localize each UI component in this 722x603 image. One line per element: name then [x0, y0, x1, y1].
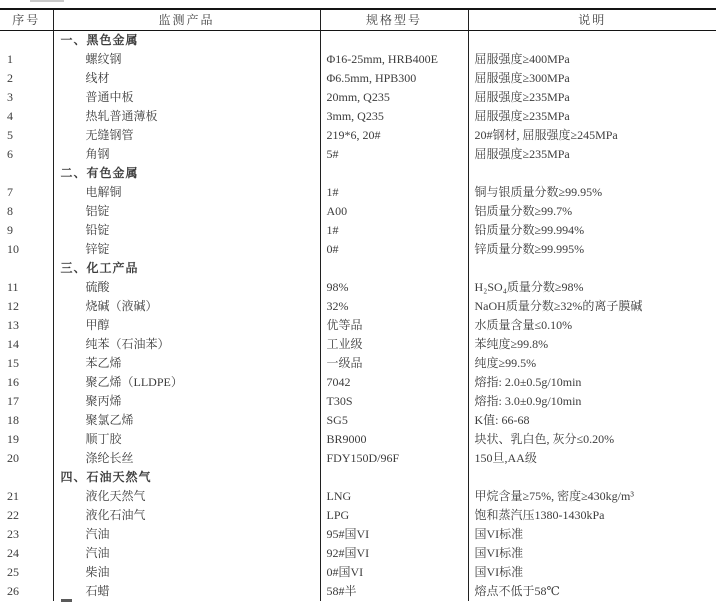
spec-cell: [320, 259, 468, 278]
row-number: 14: [7, 337, 19, 351]
section-label: 二、有色金属: [53, 164, 320, 183]
product-cell: 纯苯（石油苯）: [53, 335, 320, 354]
desc-cell: 水质量含量≤0.10%: [468, 316, 716, 335]
spec-cell: Φ16-25mm, HRB400E: [320, 50, 468, 69]
desc-cell: 甲烷含量≥75%, 密度≥430kg/m³: [468, 487, 716, 506]
product-cell: 线材: [53, 69, 320, 88]
product-cell: 液化天然气: [53, 487, 320, 506]
spec-cell: 92#国VI: [320, 544, 468, 563]
row-number: 4: [7, 109, 13, 123]
product-cell: 螺纹钢: [53, 50, 320, 69]
header-row: [0, 9, 716, 31]
desc-cell: 熔指: 2.0±0.5g/10min: [468, 373, 716, 392]
row-number: 22: [7, 508, 19, 522]
row-number: 26: [7, 584, 19, 598]
product-cell: 铝锭: [53, 202, 320, 221]
desc-cell: 屈服强度≥400MPa: [468, 50, 716, 69]
desc-cell: H₂SO₄质量分数≥98%: [468, 278, 716, 297]
desc-cell: 熔点不低于58℃: [468, 582, 716, 601]
product-cell: 聚丙烯: [53, 392, 320, 411]
column-header-no: 序号: [0, 9, 53, 31]
row-number: 10: [7, 242, 19, 256]
table-row: [0, 183, 716, 202]
product-cell: 汽油: [53, 525, 320, 544]
spec-cell: 95#国VI: [320, 525, 468, 544]
table-row: [0, 297, 716, 316]
table-row: [0, 88, 716, 107]
row-number: [0, 468, 53, 487]
row-number: 11: [7, 280, 19, 294]
spec-cell: LPG: [320, 506, 468, 525]
table-row: [0, 69, 716, 88]
spec-cell: SG5: [320, 411, 468, 430]
table-row: [0, 354, 716, 373]
row-number: 15: [7, 356, 19, 370]
table-row: [0, 525, 716, 544]
table-body: [0, 31, 716, 602]
spec-cell: 20mm, Q235: [320, 88, 468, 107]
spec-cell: 5#: [320, 145, 468, 164]
spec-cell: 7042: [320, 373, 468, 392]
spec-cell: 0#国VI: [320, 563, 468, 582]
row-number: 18: [7, 413, 19, 427]
row-number: 19: [7, 432, 19, 446]
desc-cell: 铅质量分数≥99.994%: [468, 221, 716, 240]
spec-cell: 优等品: [320, 316, 468, 335]
desc-cell: 国VI标准: [468, 525, 716, 544]
column-header-product: 监测产品: [53, 9, 320, 31]
spec-cell: 1#: [320, 221, 468, 240]
row-number: 2: [7, 71, 13, 85]
desc-cell: 20#钢材, 屈服强度≥245MPa: [468, 126, 716, 145]
column-header-desc: 说明: [468, 9, 716, 31]
desc-cell: 块状、乳白色, 灰分≤0.20%: [468, 430, 716, 449]
product-cell: 铅锭: [53, 221, 320, 240]
spec-cell: 1#: [320, 183, 468, 202]
table-row: [0, 107, 716, 126]
table-row: [0, 563, 716, 582]
desc-cell: 铜与银质量分数≥99.95%: [468, 183, 716, 202]
product-cell: 聚氯乙烯: [53, 411, 320, 430]
table-row: [0, 430, 716, 449]
product-cell: 聚乙烯（LLDPE）: [53, 373, 320, 392]
table-row: [0, 544, 716, 563]
product-cell: 烧碱（液碱）: [53, 297, 320, 316]
section-label: 四、石油天然气: [53, 468, 320, 487]
product-cell: 涤纶长丝: [53, 449, 320, 468]
cropped-row-fragment-bottom: [61, 599, 72, 602]
row-number: [0, 259, 53, 278]
row-number: 21: [7, 489, 19, 503]
section-row: [0, 259, 716, 278]
row-number: 17: [7, 394, 19, 408]
desc-cell: [468, 468, 716, 487]
table-row: [0, 392, 716, 411]
row-number: 7: [7, 185, 13, 199]
section-row: [0, 468, 716, 487]
table-row: [0, 202, 716, 221]
spec-cell: Φ6.5mm, HPB300: [320, 69, 468, 88]
row-number: 6: [7, 147, 13, 161]
desc-cell: 饱和蒸汽压1380-1430kPa: [468, 506, 716, 525]
monitored-products-table: [0, 8, 716, 601]
row-number: 23: [7, 527, 19, 541]
table-row: [0, 411, 716, 430]
column-header-spec: 规格型号: [320, 9, 468, 31]
product-cell: 普通中板: [53, 88, 320, 107]
table-row: [0, 50, 716, 69]
row-number: 1: [7, 52, 13, 66]
spec-cell: 58#半: [320, 582, 468, 601]
product-cell: 甲醇: [53, 316, 320, 335]
spec-cell: [320, 164, 468, 183]
row-number: 16: [7, 375, 19, 389]
spec-cell: FDY150D/96F: [320, 449, 468, 468]
product-cell: 石蜡: [53, 582, 320, 601]
product-cell: 苯乙烯: [53, 354, 320, 373]
row-number: 12: [7, 299, 19, 313]
product-cell: 无缝钢管: [53, 126, 320, 145]
desc-cell: 150旦,AA级: [468, 449, 716, 468]
table-row: [0, 316, 716, 335]
spec-cell: 一级品: [320, 354, 468, 373]
spec-cell: BR9000: [320, 430, 468, 449]
table-row: [0, 278, 716, 297]
product-cell: 顺丁胶: [53, 430, 320, 449]
spec-cell: 32%: [320, 297, 468, 316]
product-cell: 锌锭: [53, 240, 320, 259]
desc-cell: 国VI标准: [468, 563, 716, 582]
section-row: [0, 31, 716, 51]
table-row: [0, 506, 716, 525]
table-row: [0, 582, 716, 601]
desc-cell: 铝质量分数≥99.7%: [468, 202, 716, 221]
row-number: 5: [7, 128, 13, 142]
desc-cell: K值: 66-68: [468, 411, 716, 430]
desc-cell: 屈服强度≥300MPa: [468, 69, 716, 88]
table-row: [0, 145, 716, 164]
spec-cell: T30S: [320, 392, 468, 411]
desc-cell: 熔指: 3.0±0.9g/10min: [468, 392, 716, 411]
row-number: [0, 164, 53, 183]
table-row: [0, 335, 716, 354]
product-cell: 柴油: [53, 563, 320, 582]
section-label: 一、黑色金属: [53, 31, 320, 51]
table-row: [0, 449, 716, 468]
table-header: [0, 9, 716, 31]
desc-cell: 锌质量分数≥99.995%: [468, 240, 716, 259]
desc-cell: 纯度≥99.5%: [468, 354, 716, 373]
product-cell: 液化石油气: [53, 506, 320, 525]
row-number: 25: [7, 565, 19, 579]
section-row: [0, 164, 716, 183]
table-row: [0, 240, 716, 259]
section-label: 三、化工产品: [53, 259, 320, 278]
desc-cell: [468, 164, 716, 183]
spec-cell: LNG: [320, 487, 468, 506]
table-row: [0, 126, 716, 145]
product-cell: 硫酸: [53, 278, 320, 297]
product-cell: 汽油: [53, 544, 320, 563]
row-number: 8: [7, 204, 13, 218]
spec-cell: 3mm, Q235: [320, 107, 468, 126]
table-row: [0, 373, 716, 392]
desc-cell: 苯纯度≥99.8%: [468, 335, 716, 354]
spec-cell: 98%: [320, 278, 468, 297]
desc-cell: [468, 259, 716, 278]
product-cell: 电解铜: [53, 183, 320, 202]
spec-cell: [320, 468, 468, 487]
spec-cell: A00: [320, 202, 468, 221]
spec-cell: 219*6, 20#: [320, 126, 468, 145]
spec-cell: 0#: [320, 240, 468, 259]
spec-cell: [320, 31, 468, 51]
row-number: [0, 31, 53, 51]
desc-cell: 屈服强度≥235MPa: [468, 107, 716, 126]
row-number: 9: [7, 223, 13, 237]
row-number: 3: [7, 90, 13, 104]
row-number: 20: [7, 451, 19, 465]
desc-cell: NaOH质量分数≥32%的离子膜碱: [468, 297, 716, 316]
product-cell: 热轧普通薄板: [53, 107, 320, 126]
desc-cell: 屈服强度≥235MPa: [468, 88, 716, 107]
cropped-content-fragment-top: [30, 0, 64, 2]
table-row: [0, 221, 716, 240]
product-cell: 角钢: [53, 145, 320, 164]
desc-cell: 屈服强度≥235MPa: [468, 145, 716, 164]
desc-cell: 国VI标准: [468, 544, 716, 563]
row-number: 13: [7, 318, 19, 332]
row-number: 24: [7, 546, 19, 560]
spec-cell: 工业级: [320, 335, 468, 354]
desc-cell: [468, 31, 716, 51]
table-row: [0, 487, 716, 506]
